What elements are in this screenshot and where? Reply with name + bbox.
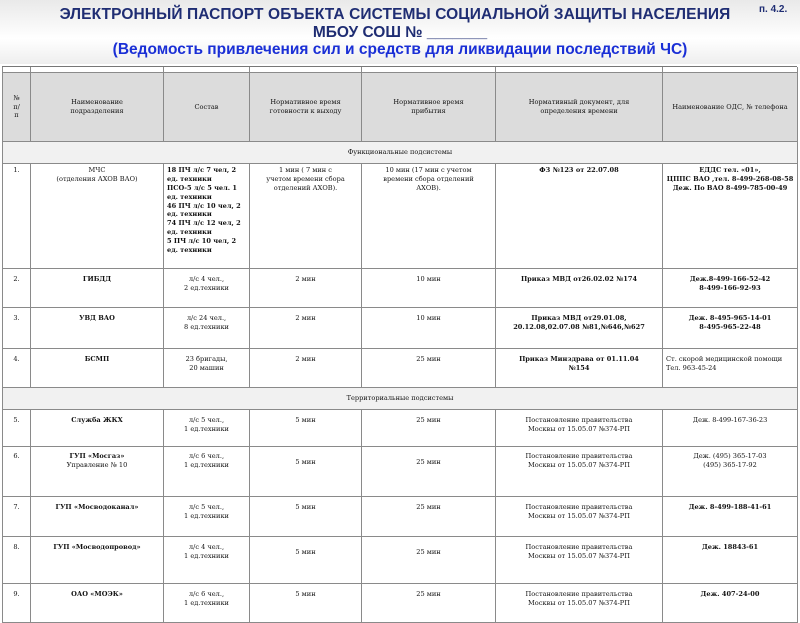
slide-header xyxy=(0,0,800,64)
row-composition: л/с 5 чел., 1 ед.техники xyxy=(164,497,250,537)
row-unit-name: УВД ВАО xyxy=(31,308,164,349)
table-row xyxy=(3,308,798,349)
section-row-functional xyxy=(3,142,798,164)
slide-subtitle: (Ведомость привлечения сил и средств для ликвидации последствий ЧС) xyxy=(112,41,688,58)
row-number: 4. xyxy=(3,349,31,388)
col-header-arrival-time: Нормативное время прибытия xyxy=(362,73,496,142)
row-normative-doc: Постановление правительства Москвы от 15.05.07 №374-РП xyxy=(496,447,663,497)
row-unit-name: ГУП «Мосводоканал» xyxy=(31,497,164,537)
table-row xyxy=(3,164,798,269)
row-ods-phone: Деж. 8-495-965-14-01 8-495-965-22-48 xyxy=(663,308,798,349)
section-label-territorial: Территориальные подсистемы xyxy=(3,388,798,410)
row-arrival-time: 25 мин xyxy=(362,497,496,537)
row-readiness-time: 1 мин ( 7 мин с учетом времени сбора отделений АХОВ). xyxy=(250,164,362,269)
row-composition: л/с 4 чел., 1 ед.техники xyxy=(164,537,250,584)
col-header-readiness-time: Нормативное время готовности к выходу xyxy=(250,73,362,142)
row-arrival-time: 25 мин xyxy=(362,410,496,447)
row-number: 6. xyxy=(3,447,31,497)
row-composition: 18 ПЧ л/с 7 чел, 2 ед. техники ПСО-5 л/с 5 чел. 1 ед. техники 46 ПЧ л/с 10 чел, 2 ед. техники 74 ПЧ л/с 12 чел, 2 ед. техники 5 ПЧ л/с 10 чел, 2 ед. техники xyxy=(164,164,250,269)
row-normative-doc: ФЗ №123 от 22.07.08 xyxy=(496,164,663,269)
row-normative-doc: Приказ Минздрава от 01.11.04 №154 xyxy=(496,349,663,388)
col-header-unit-name: Наименование подразделения xyxy=(31,73,164,142)
table-header-row xyxy=(3,73,798,142)
row-arrival-time: 10 мин xyxy=(362,269,496,308)
row-unit-name: БСМП xyxy=(31,349,164,388)
row-number: 1. xyxy=(3,164,31,269)
row-ods-phone: Деж. (495) 365-17-03 (495) 365-17-92 xyxy=(663,447,798,497)
row-normative-doc: Постановление правительства Москвы от 15.05.07 №374-РП xyxy=(496,410,663,447)
row-unit-name: ГУП «Мосгаз» xyxy=(69,452,125,460)
row-number: 7. xyxy=(3,497,31,537)
page-number: п. 4.2. xyxy=(759,4,788,15)
row-normative-doc: Приказ МВД от26.02.02 №174 xyxy=(496,269,663,308)
row-arrival-time: 10 мин xyxy=(362,308,496,349)
row-unit-name-cell xyxy=(31,447,164,497)
row-normative-doc: Приказ МВД от29.01.08, 20.12.08,02.07.08 №81,№646,№627 xyxy=(496,308,663,349)
row-unit-name: ГИБДД xyxy=(31,269,164,308)
row-readiness-time: 5 мин xyxy=(250,447,362,497)
table-row xyxy=(3,410,798,447)
row-unit-name: ГУП «Мосводопровод» xyxy=(31,537,164,584)
row-ods-phone: Деж. 407-24-00 xyxy=(663,584,798,623)
row-readiness-time: 5 мин xyxy=(250,497,362,537)
row-composition: л/с 6 чел., 1 ед.техники xyxy=(164,584,250,623)
table-row xyxy=(3,497,798,537)
row-unit-name: МЧС (отделения АХОВ ВАО) xyxy=(31,164,164,269)
col-header-ods-phone: Наименование ОДС, № телефона xyxy=(663,73,798,142)
table-row xyxy=(3,584,798,623)
row-composition: л/с 24 чел., 8 ед.техники xyxy=(164,308,250,349)
row-readiness-time: 2 мин xyxy=(250,349,362,388)
section-label-functional: Функциональные подсистемы xyxy=(3,142,798,164)
row-composition: л/с 5 чел., 1 ед.техники xyxy=(164,410,250,447)
row-unit-subname: Управление № 10 xyxy=(66,460,128,469)
row-ods-phone: ЕДДС тел. «01», ЦППС ВАО ,тел. 8-499-268-08-58 Деж. По ВАО 8-499-785-00-49 xyxy=(663,164,798,269)
row-ods-phone: Деж.8-499-166-52-42 8-499-166-92-93 xyxy=(663,269,798,308)
row-ods-phone: Деж. 8-499-167-36-23 xyxy=(663,410,798,447)
row-ods-phone: Деж. 18843-61 xyxy=(663,537,798,584)
row-arrival-time: 25 мин xyxy=(362,537,496,584)
row-composition: 23 бригады, 20 машин xyxy=(164,349,250,388)
row-arrival-time: 25 мин xyxy=(362,349,496,388)
row-normative-doc: Постановление правительства Москвы от 15.05.07 №374-РП xyxy=(496,537,663,584)
table-row xyxy=(3,447,798,497)
row-number: 2. xyxy=(3,269,31,308)
forces-table xyxy=(2,67,798,623)
row-readiness-time: 2 мин xyxy=(250,308,362,349)
row-number: 8. xyxy=(3,537,31,584)
row-number: 5. xyxy=(3,410,31,447)
row-normative-doc: Постановление правительства Москвы от 15.05.07 №374-РП xyxy=(496,497,663,537)
row-arrival-time: 10 мин (17 мин с учетом времени сбора отделений АХОВ). xyxy=(362,164,496,269)
row-number: 3. xyxy=(3,308,31,349)
row-readiness-time: 5 мин xyxy=(250,410,362,447)
row-readiness-time: 2 мин xyxy=(250,269,362,308)
col-header-normative-doc: Нормативный документ, для определения времени xyxy=(496,73,663,142)
row-unit-name: ОАО «МОЭК» xyxy=(31,584,164,623)
row-normative-doc: Постановление правительства Москвы от 15.05.07 №374-РП xyxy=(496,584,663,623)
col-header-composition: Состав xyxy=(164,73,250,142)
row-composition: л/с 6 чел., 1 ед.техники xyxy=(164,447,250,497)
row-readiness-time: 5 мин xyxy=(250,537,362,584)
row-readiness-time: 5 мин xyxy=(250,584,362,623)
table-row xyxy=(3,537,798,584)
slide-title: ЭЛЕКТРОННЫЙ ПАСПОРТ ОБЪЕКТА СИСТЕМЫ СОЦИАЛЬНОЙ ЗАЩИТЫ НАСЕЛЕНИЯ xyxy=(59,6,731,23)
row-number: 9. xyxy=(3,584,31,623)
row-arrival-time: 25 мин xyxy=(362,584,496,623)
row-ods-phone: Деж. 8-499-188-41-61 xyxy=(663,497,798,537)
section-row-territorial xyxy=(3,388,798,410)
col-header-number: № п/ п xyxy=(3,73,31,142)
row-unit-name: Служба ЖКХ xyxy=(31,410,164,447)
forces-table-container xyxy=(2,66,797,607)
table-row xyxy=(3,349,798,388)
row-composition: л/с 4 чел., 2 ед.техники xyxy=(164,269,250,308)
school-name: МБОУ СОШ № _______ xyxy=(312,24,488,41)
row-ods-phone: Ст. скорой медицинской помощи Тел. 963-45-24 xyxy=(663,349,798,388)
table-row xyxy=(3,269,798,308)
row-arrival-time: 25 мин xyxy=(362,447,496,497)
